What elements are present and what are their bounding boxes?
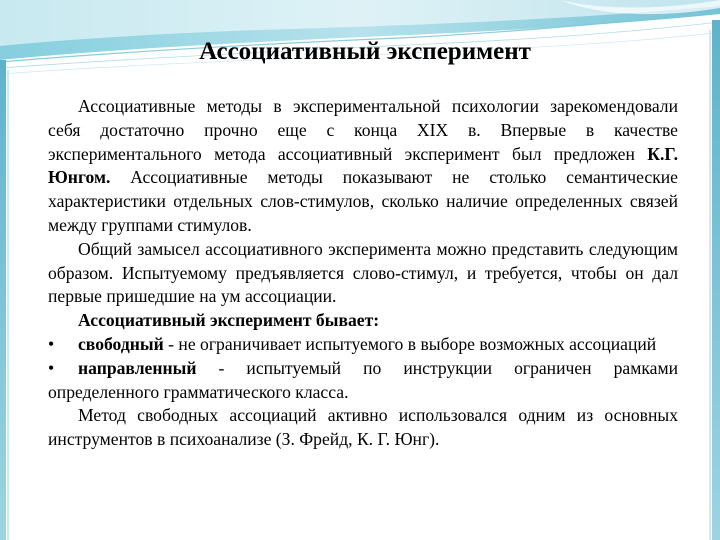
- author-name: К.Г. Юнгом.: [48, 143, 678, 188]
- section-heading-text: Ассоциативный эксперимент бывает:: [78, 310, 380, 331]
- bullet-term: свободный: [78, 333, 164, 354]
- paragraph-1: [48, 95, 678, 238]
- bullet-text: - не ограничивает испытуемого в выборе возможных ассоциаций: [163, 333, 657, 354]
- bullet-item: [48, 333, 678, 357]
- paragraph-1-text-b: Ассоциативные методы показывают не столько семантические характеристики отдельных слов-стимулов, сколько наличие определенных связей между группами стимулов.: [48, 167, 678, 235]
- bullet-marker: •: [48, 357, 55, 378]
- left-bar: [0, 60, 6, 540]
- right-bar: [712, 20, 720, 540]
- bullet-marker: •: [48, 333, 55, 354]
- bullet-text: - испытуемый по инструкции ограничен рамками определенного грамматического класса.: [48, 357, 678, 402]
- paragraph-2: Общий замысел ассоциативного эксперимента можно представить следующим образом. Испытуемому предъявляется слово-стимул, и требуется, чтобы он дал первые пришедшие на ум ассоциации.: [48, 238, 678, 307]
- paragraph-1-text-a: Ассоциативные методы в экспериментальной психологии зарекомендовали себя достаточно прочно еще с конца XIX в. Впервые в качестве экспериментального метода ассоциативный эксперимент был предложен: [48, 96, 678, 164]
- bullet-term: направленный: [78, 357, 197, 378]
- slide-body: [48, 95, 678, 452]
- bullet-item: [48, 357, 678, 405]
- section-heading: [48, 309, 678, 333]
- paragraph-4: Метод свободных ассоциаций активно использовался одним из основных инструментов в психоанализе (З. Фрейд, К. Г. Юнг).: [48, 405, 678, 450]
- slide-title: Ассоциативный эксперимент: [199, 38, 531, 65]
